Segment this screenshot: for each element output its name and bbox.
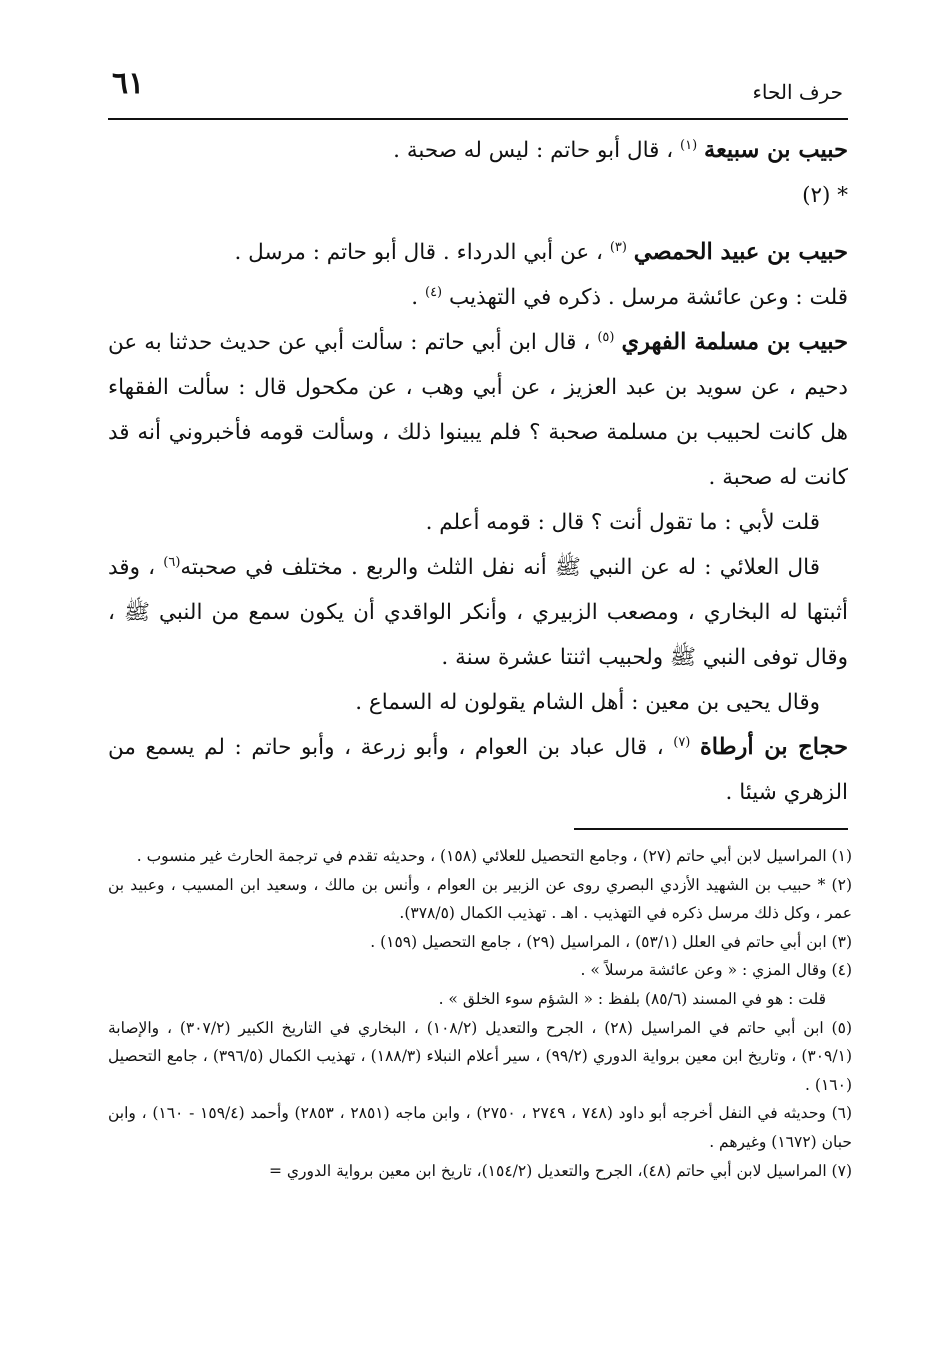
entry-text: ، عن أبي الدرداء . قال أبو حاتم : مرسل . [234, 240, 603, 265]
footnotes [108, 842, 852, 1185]
entry-heading: حبيب بن مسلمة الفهري [621, 329, 848, 355]
footnote-ref: (١) [680, 137, 698, 153]
footnote: (٢) * حبيب بن الشهيد الأزدي البصري روى عن الزبير بن العوام ، وأنس بن مالك ، وسعيد ابن المسيب ، وعبيد بن عمر ، وكل ذلك مرسل ذكره في التهذيب . اهـ . تهذيب الكمال (٣٧٨/٥). [108, 875, 852, 923]
footnote: (٤) وقال المزي : « وعن عائشة مرسلاً » . [580, 961, 852, 980]
entry-hajjaj-ibn-artat [108, 725, 848, 815]
entry-habib-ibn-maslama [108, 320, 848, 500]
header-rule [108, 118, 848, 120]
footnote-ref: (٥) [597, 329, 615, 345]
footnote: (٥) ابن أبي حاتم في المراسيل (٢٨) ، الجرح والتعديل (١٠٨/٢) ، البخاري في التاريخ الكبير (٣٠٧/٢) ، والإصابة (٣٠٩/١) ، وتاريخ ابن معين برواية الدوري (٩٩/٢) ، سير أعلام النبلاء (١٨٨/٣) ، تهذيب الكمال (٣٩٦/٥) ، جامع التحصيل (١٦٠) . [108, 1018, 852, 1094]
footnote: (٣) ابن أبي حاتم في العلل (٥٣/١) ، المراسيل (٢٩) ، جامع التحصيل (١٥٩) . [370, 932, 852, 951]
entry-paragraph: قلت لأبي : ما تقول أنت ؟ قال : قومه أعلم . [425, 510, 820, 535]
footnote-rule [574, 828, 848, 830]
entry-heading: حجاج بن أرطاة [699, 734, 848, 760]
footnote-ref: (٤) [424, 284, 443, 300]
entry-text: ، قال ابن أبي حاتم : سألت أبي عن حديث حدثنا به عن دحيم ، عن سويد بن عبد العزيز ، عن أبي وهب ، عن مكحول قال : سألت الفقهاء هل كانت لحبيب بن مسلمة صحبة ؟ فلم يبينوا ذلك ، وسألت قومه فأخبروني أنه قد كانت له صحبة . [108, 330, 848, 490]
paragraph-text: ، وقد أثبتها له البخاري ، ومصعب الزبيري ، وأنكر الواقدي أن يكون سمع من النبي ﷺ ، وقال توفى النبي ﷺ ولحبيب اثنتا عشرة سنة . [108, 555, 848, 670]
footnote-ref: (٦) [163, 554, 181, 570]
main-text [108, 128, 848, 815]
footnote: (١) المراسيل لابن أبي حاتم (٢٧) ، وجامع التحصيل للعلائي (١٥٨) ، وحديثه تقدم في ترجمة الحارث غير منسوب . [136, 847, 852, 865]
entry-text: ، قال أبو حاتم : ليس له صحبة . [393, 138, 674, 163]
entry-extra-marker [108, 173, 848, 218]
entry-paragraph: وقال يحيى بن معين : أهل الشام يقولون له السماع . [355, 690, 820, 715]
entry-note [108, 275, 848, 320]
note-end: . [411, 285, 419, 310]
running-head: حرف الحاء [752, 80, 843, 104]
footnote: (٧) المراسيل لابن أبي حاتم (٤٨)، الجرح والتعديل (١٥٤/٢)، تاريخ ابن معين برواية الدوري = [269, 1161, 852, 1180]
entry-habib-ibn-ubayd [108, 230, 848, 275]
entry-paragraph [108, 545, 848, 680]
footnote-continuation: قلت : هو في المسند (٨٥/٦) بلفظ : « الشؤم سوء الخلق » . [438, 989, 826, 1008]
footnote-marker: * (٢) [802, 183, 848, 208]
paragraph-text: قال العلائي : له عن النبي ﷺ أنه نفل الثلث والربع . مختلف في صحبته [180, 555, 820, 580]
entry-heading: حبيب بن سبيعة [704, 137, 848, 163]
entry-text: ، قال عباد بن العوام ، وأبو زرعة ، وأبو حاتم : لم يسمع من الزهري شيئا . [108, 735, 848, 805]
footnote-ref: (٧) [673, 734, 691, 750]
footnote: (٦) وحديثه في النفل أخرجه أبو داود (٧٤٨ ، ٢٧٤٩ ، ٢٧٥٠) ، وابن ماجه (٢٨٥١ ، ٢٨٥٣) وأحمد (١٥٩/٤ - ١٦٠) ، وابن حبان (١٦٧٢) وغيرهم . [108, 1104, 853, 1151]
footnote-ref: (٣) [609, 239, 627, 255]
entry-habib-ibn-subaia [108, 128, 848, 173]
page-number: ٦١ [112, 66, 145, 101]
entry-heading: حبيب بن عبيد الحمصي [633, 239, 848, 265]
note-text: قلت : وعن عائشة مرسل . ذكره في التهذيب [448, 285, 848, 310]
